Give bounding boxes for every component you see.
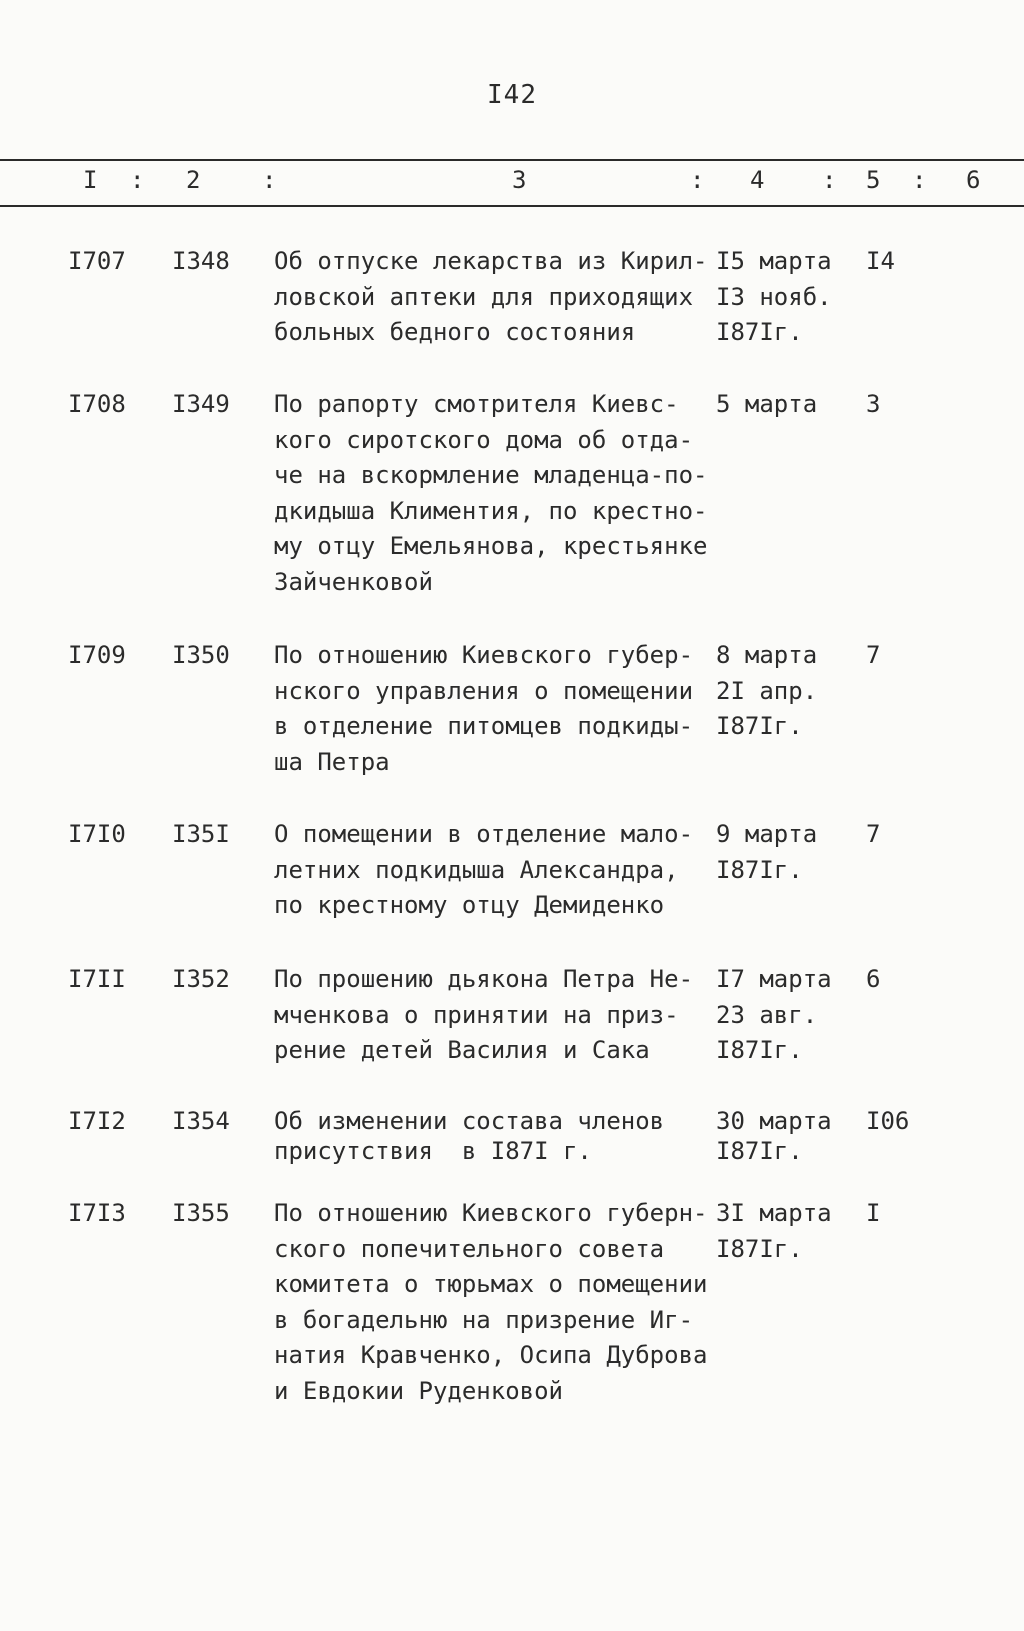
record-number: I707 bbox=[68, 247, 126, 275]
record-number: I7I2 bbox=[68, 1107, 126, 1135]
title-line: дкидыша Климентия, по крестно- bbox=[274, 496, 708, 525]
record-old-number: I348 bbox=[172, 247, 230, 275]
record-sheet-count: 7 bbox=[866, 641, 881, 669]
date-line: 5 марта bbox=[716, 390, 818, 418]
date-line: I87Iг. bbox=[716, 712, 803, 740]
title-line: Об изменении состава членов bbox=[274, 1107, 665, 1135]
record-old-number: I355 bbox=[172, 1199, 230, 1227]
title-line: По рапорту смотрителя Киевс- bbox=[274, 390, 679, 418]
record-sheet-count: 3 bbox=[866, 390, 881, 418]
record-sheet-count: 7 bbox=[866, 820, 881, 848]
title-line: летних подкидыша Александра, bbox=[274, 855, 679, 884]
title-line: нского управления о помещении bbox=[274, 676, 694, 705]
record-dates bbox=[716, 962, 856, 1069]
title-line: По отношению Киевского губер- bbox=[274, 641, 694, 669]
column-1-header: I bbox=[83, 166, 98, 194]
record-dates bbox=[716, 387, 856, 423]
record-number: I7II bbox=[68, 965, 126, 993]
column-separator: : bbox=[130, 166, 145, 194]
column-separator: : bbox=[912, 166, 927, 194]
column-separator: : bbox=[262, 166, 277, 194]
record-title bbox=[274, 1196, 724, 1409]
record-sheet-count: I bbox=[866, 1199, 881, 1227]
title-line: По отношению Киевского губерн- bbox=[274, 1199, 708, 1227]
title-line: му отцу Емельянова, крестьянке bbox=[274, 532, 708, 560]
date-line: I87Iг. bbox=[716, 318, 803, 346]
record-old-number: I350 bbox=[172, 641, 230, 669]
title-line: и Евдокии Руденковой bbox=[274, 1376, 563, 1405]
date-line: 8 марта bbox=[716, 641, 818, 669]
title-line: в богадельню на призрение Иг- bbox=[274, 1305, 694, 1334]
record-number: I709 bbox=[68, 641, 126, 669]
date-line: 9 марта bbox=[716, 820, 818, 848]
title-line: Зайченковой bbox=[274, 567, 433, 596]
date-line: 2I апр. bbox=[716, 676, 818, 705]
record-sheet-count: 6 bbox=[866, 965, 881, 993]
record-number: I708 bbox=[68, 390, 126, 418]
title-line: комитета о тюрьмах о помещении bbox=[274, 1270, 708, 1298]
record-number: I7I3 bbox=[68, 1199, 126, 1227]
column-6-header: 6 bbox=[966, 166, 981, 194]
record-number: I7I0 bbox=[68, 820, 126, 848]
record-old-number: I352 bbox=[172, 965, 230, 993]
record-dates bbox=[716, 1196, 856, 1267]
title-line: больных бедного состояния bbox=[274, 318, 636, 346]
title-line: кого сиротского дома об отда- bbox=[274, 425, 694, 454]
record-old-number: I349 bbox=[172, 390, 230, 418]
column-5-header: 5 bbox=[866, 166, 881, 194]
title-line: в отделение питомцев подкиды- bbox=[274, 712, 694, 740]
record-sheet-count: I4 bbox=[866, 247, 895, 275]
date-line: 3I марта bbox=[716, 1199, 832, 1227]
title-line: Об отпуске лекарства из Кирил- bbox=[274, 247, 708, 275]
date-line: I87Iг. bbox=[716, 1036, 803, 1064]
title-line: по крестному отцу Демиденко bbox=[274, 891, 665, 919]
column-separator: : bbox=[690, 166, 705, 194]
date-line: I87Iг. bbox=[716, 855, 803, 884]
record-title bbox=[274, 1106, 724, 1166]
record-dates bbox=[716, 244, 856, 351]
column-2-header: 2 bbox=[186, 166, 201, 194]
record-dates bbox=[716, 817, 856, 888]
date-line: 23 авг. bbox=[716, 1000, 818, 1029]
page-number: I42 bbox=[487, 80, 537, 110]
title-line: ша Петра bbox=[274, 747, 390, 776]
date-line: I87Iг. bbox=[716, 1137, 803, 1165]
record-title bbox=[274, 817, 724, 924]
record-title bbox=[274, 387, 724, 600]
record-title bbox=[274, 244, 724, 351]
record-dates bbox=[716, 1106, 856, 1166]
title-line: О помещении в отделение мало- bbox=[274, 820, 694, 848]
column-4-header: 4 bbox=[750, 166, 765, 194]
date-line: I7 марта bbox=[716, 965, 832, 993]
date-line: I87Iг. bbox=[716, 1234, 803, 1263]
title-line: мченкова о принятии на приз- bbox=[274, 1000, 679, 1029]
title-line: присутствия в I87I г. bbox=[274, 1137, 592, 1165]
record-old-number: I354 bbox=[172, 1107, 230, 1135]
record-title bbox=[274, 962, 724, 1069]
column-separator: : bbox=[822, 166, 837, 194]
title-line: По прошению дьякона Петра Не- bbox=[274, 965, 694, 993]
date-line: I5 марта bbox=[716, 247, 832, 275]
title-line: натия Кравченко, Осипа Дуброва bbox=[274, 1341, 708, 1369]
record-dates bbox=[716, 638, 856, 745]
title-line: ского попечительного совета bbox=[274, 1234, 665, 1263]
date-line: 30 марта bbox=[716, 1107, 832, 1135]
title-line: рение детей Василия и Сака bbox=[274, 1036, 650, 1064]
record-title bbox=[274, 638, 724, 780]
title-line: ловской аптеки для приходящих bbox=[274, 282, 694, 311]
column-3-header: 3 bbox=[512, 166, 527, 194]
date-line: I3 нояб. bbox=[716, 282, 832, 311]
title-line: че на вскормление младенца-по- bbox=[274, 461, 708, 489]
record-old-number: I35I bbox=[172, 820, 230, 848]
record-sheet-count: I06 bbox=[866, 1107, 910, 1135]
